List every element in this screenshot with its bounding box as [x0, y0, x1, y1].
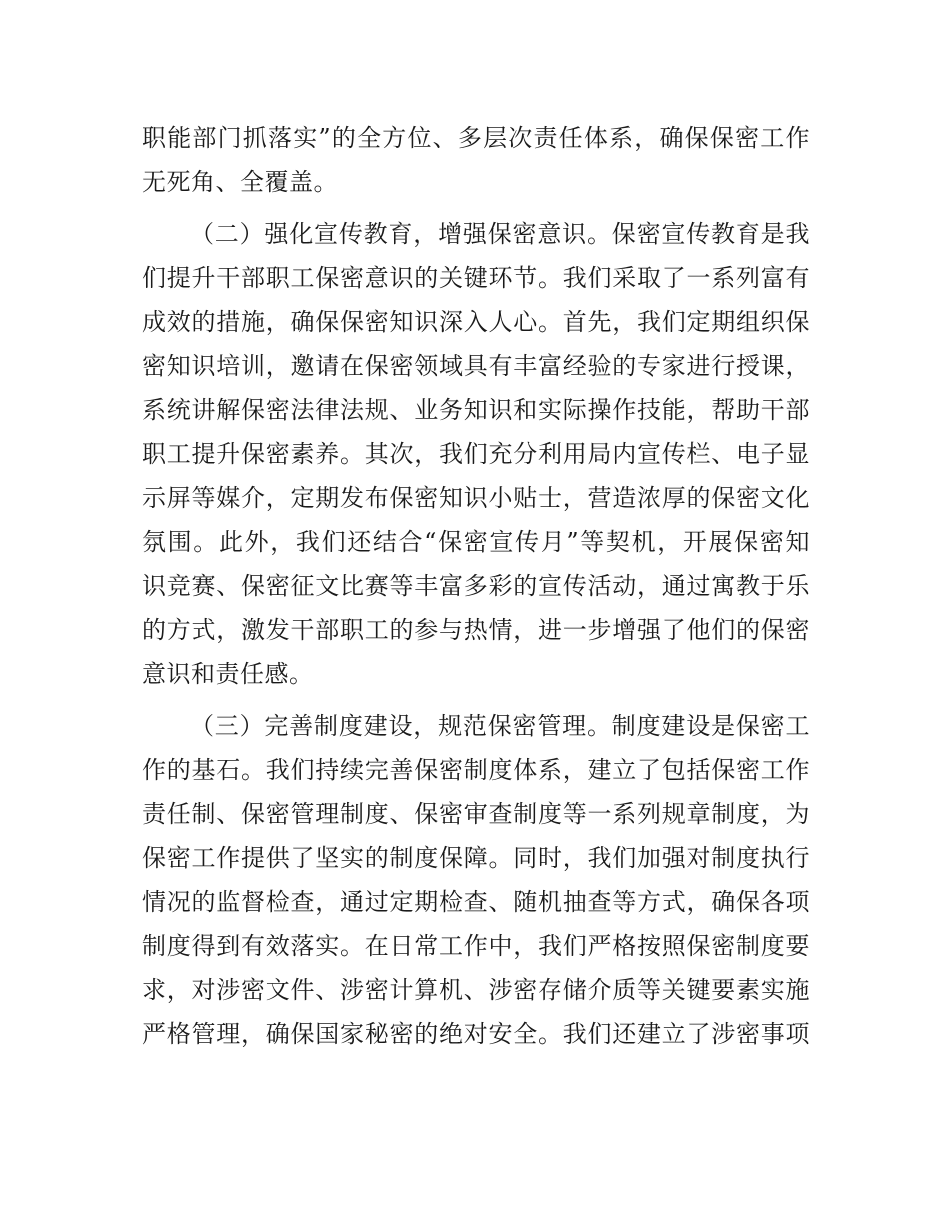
text-line: 们提升干部职工保密意识的关键环节。我们采取了一系列富有 [142, 264, 810, 292]
text-line: 求，对涉密文件、涉密计算机、涉密存储介质等关键要素实施 [142, 976, 810, 1004]
text-line: 责任制、保密管理制度、保密审查制度等一系列规章制度，为 [142, 800, 810, 828]
document-body [142, 116, 810, 1064]
text-line: 作的基石。我们持续完善保密制度体系，建立了包括保密工作 [142, 756, 810, 784]
text-line: 制度得到有效落实。在日常工作中，我们严格按照保密制度要 [142, 932, 810, 960]
paragraph-publicity-education [142, 212, 810, 696]
text-line: （三）完善制度建设，规范保密管理。制度建设是保密工 [190, 712, 810, 740]
text-line: 情况的监督检查，通过定期检查、随机抽查等方式，确保各项 [142, 888, 810, 916]
text-line: 系统讲解保密法律法规、业务知识和实际操作技能，帮助干部 [142, 396, 810, 424]
text-line: 无死角、全覆盖。 [142, 168, 338, 196]
text-line: 的方式，激发干部职工的参与热情，进一步增强了他们的保密 [142, 616, 810, 644]
text-line: 识竞赛、保密征文比赛等丰富多彩的宣传活动，通过寓教于乐 [142, 572, 810, 600]
text-line: 密知识培训，邀请在保密领域具有丰富经验的专家进行授课， [142, 352, 810, 380]
text-line: （二）强化宣传教育，增强保密意识。保密宣传教育是我 [190, 220, 810, 248]
paragraph-system-building [142, 704, 810, 1056]
text-line: 保密工作提供了坚实的制度保障。同时，我们加强对制度执行 [142, 844, 810, 872]
text-line: 氛围。此外，我们还结合“保密宣传月”等契机，开展保密知 [142, 528, 810, 556]
text-line: 成效的措施，确保保密知识深入人心。首先，我们定期组织保 [142, 308, 810, 336]
paragraph-continuation [142, 116, 810, 204]
text-line: 意识和责任感。 [142, 660, 314, 688]
text-line: 示屏等媒介，定期发布保密知识小贴士，营造浓厚的保密文化 [142, 484, 810, 512]
text-line: 严格管理，确保国家秘密的绝对安全。我们还建立了涉密事项 [142, 1020, 810, 1048]
text-line: 职能部门抓落实”的全方位、多层次责任体系，确保保密工作 [142, 124, 810, 152]
text-line: 职工提升保密素养。其次，我们充分利用局内宣传栏、电子显 [142, 440, 810, 468]
